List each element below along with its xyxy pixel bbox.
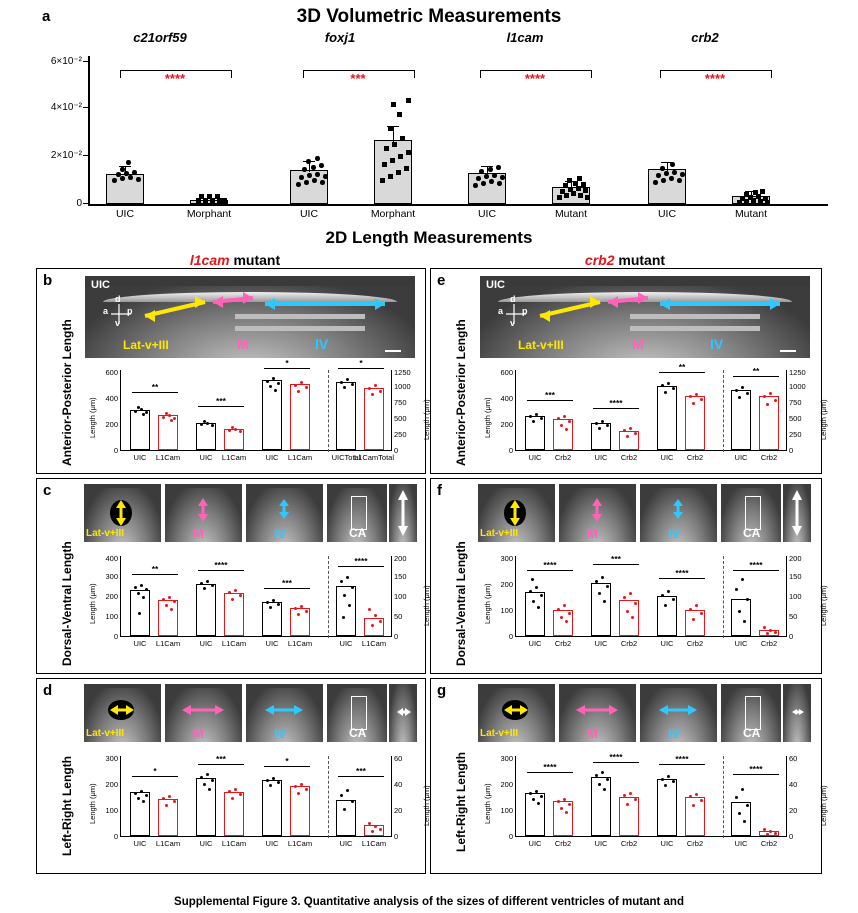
b-bar-8 (364, 388, 384, 450)
left-column-header (60, 252, 410, 268)
d-sig-1: * (153, 766, 157, 776)
b-sig-1: ** (151, 382, 159, 392)
f-ytick-0: 0 (508, 632, 513, 641)
left-header-suffix: mutant (229, 252, 281, 268)
e-ryt-2: 500 (789, 414, 802, 423)
d-xlab-8: L1Cam (361, 839, 387, 848)
panel-f-label-2: M (587, 526, 598, 541)
f-ylabel-right: Length (μm) (819, 585, 828, 626)
e-ylabel-left: Length (μm) (483, 397, 492, 438)
f-sig-4: **** (749, 560, 763, 570)
g-ryt-1: 20 (789, 806, 798, 815)
g-bar-7 (731, 802, 751, 836)
b-ryt-3: 750 (394, 398, 407, 407)
panel-b-micrograph (85, 276, 415, 358)
panel-d-label-3: IV (274, 726, 287, 741)
xlabel-crb2-mutant: Mutant (734, 208, 768, 220)
panel-d-micro-4 (327, 684, 387, 742)
x-axis (88, 204, 828, 206)
orient-v-e: v (510, 318, 516, 328)
g-xlab-2: Crb2 (554, 839, 572, 848)
e-ryt-0: 0 (789, 446, 794, 455)
c-ryt-1: 50 (394, 612, 403, 621)
d-xlab-7: UIC (339, 839, 353, 848)
panel-f-micro-inset (783, 484, 811, 542)
g-sig-2: **** (609, 752, 623, 762)
figure-title-top: 3D Volumetric Measurements (296, 6, 562, 27)
c-bar-7 (336, 586, 356, 636)
f-ryt-1: 50 (789, 612, 798, 621)
e-xlab-3: UIC (594, 453, 608, 462)
d-bar-2 (158, 799, 178, 836)
panel-g-micro-3 (640, 684, 717, 742)
c-xlab-8: L1Cam (361, 639, 387, 648)
panel-c-label-3: IV (274, 526, 287, 541)
b-sig-2: *** (216, 396, 226, 406)
d-xlab-3: UIC (199, 839, 213, 848)
g-ryt-0: 0 (789, 832, 794, 841)
c-ylabel-right: Length (μm) (422, 585, 431, 626)
e-bar-7 (731, 390, 751, 450)
sig-stars-3: **** (524, 71, 546, 86)
ytick-mark-0 (83, 203, 89, 204)
c-xlab-7: UIC (339, 639, 353, 648)
d-ytick-1: 100 (105, 806, 118, 815)
b-xlab-3: UIC (199, 453, 213, 462)
panel-letter-a: a (42, 8, 51, 25)
b-ryt-1: 250 (394, 430, 407, 439)
d-bar-4 (224, 792, 244, 836)
d-bar-3 (196, 778, 216, 836)
panel-g-micro-2 (559, 684, 636, 742)
panel-letter-g: g (437, 682, 447, 699)
panel-c-micro-3 (246, 484, 323, 542)
e-bar-5 (657, 386, 677, 450)
f-xlab-8: Crb2 (760, 639, 778, 648)
d-ylabel-right: Length (μm) (422, 785, 431, 826)
c-xlab-1: UIC (133, 639, 147, 648)
b-ryt-2: 500 (394, 414, 407, 423)
panel-letter-b: b (43, 272, 53, 289)
sig-stars-4: **** (704, 71, 726, 86)
e-ryt-3: 750 (789, 398, 802, 407)
orient-p: p (127, 306, 133, 316)
d-sig-2: *** (216, 754, 226, 764)
e-bar-2 (553, 419, 573, 450)
e-ryt-4: 1000 (789, 382, 806, 391)
f-ytick-3: 300 (500, 554, 513, 563)
xlabel-c21orf59-uic: UIC (115, 208, 135, 220)
xlabel-c21orf59-morphant: Morphant (186, 208, 232, 220)
c-ytick-0: 0 (113, 632, 118, 641)
sig-stars-2: *** (350, 71, 366, 86)
b-bar-1 (130, 410, 150, 450)
c-sig-3: *** (282, 578, 292, 588)
c-sig-4: **** (354, 556, 368, 566)
panel-e-plot (483, 362, 828, 470)
panel-d-micro-inset (389, 684, 417, 742)
b-ylabel-right: Length (μm) (422, 399, 431, 440)
f-sig-2: *** (611, 554, 621, 564)
panel-f-label-1: Lat-v+III (480, 528, 519, 539)
panel-e-label-latv3: Lat-v+III (518, 338, 564, 352)
f-ryt-3: 150 (789, 572, 802, 581)
f-xlab-3: UIC (594, 639, 608, 648)
e-sig-1: *** (545, 390, 555, 400)
panel-c-plot (88, 552, 431, 656)
f-sig-1: **** (543, 560, 557, 570)
panel-g-label-4: CA (743, 726, 761, 740)
c-ryt-4: 200 (394, 554, 407, 563)
c-bar-2 (158, 600, 178, 636)
panel-e-axis-title: Anterior-Posterior Length (454, 319, 468, 466)
d-xlab-2: L1Cam (155, 839, 181, 848)
b-xlab-4: L1Cam (221, 453, 247, 462)
g-sig-3: **** (675, 754, 689, 764)
panel-d-micro-2 (165, 684, 242, 742)
panel-letter-c: c (43, 482, 52, 499)
b-xlab-5: UIC (265, 453, 279, 462)
panel-g-micro-4 (721, 684, 781, 742)
b-ryt-4: 1000 (394, 382, 411, 391)
e-xlab-1: UIC (528, 453, 542, 462)
c-ytick-3: 300 (105, 572, 118, 581)
xlabel-foxj1-uic: UIC (299, 208, 319, 220)
f-bar-7 (731, 599, 751, 636)
panel-c-label-2: M (193, 526, 204, 541)
panel-f-micro-2 (559, 484, 636, 542)
panel-b-label-uic: UIC (91, 279, 110, 291)
b-ytick-0: 0 (113, 446, 118, 455)
g-sig-1: **** (543, 762, 557, 772)
panel-b-label-iv: IV (315, 336, 329, 352)
d-bar-6 (290, 786, 310, 836)
c-bar-3 (196, 584, 216, 636)
g-bar-3 (591, 777, 611, 836)
b-xlab-7: UICTotal (331, 453, 361, 462)
panel-g-label-1: Lat-v+III (480, 728, 519, 739)
panel-g-label-3: IV (668, 726, 681, 741)
panel-b-axis-title: Anterior-Posterior Length (60, 319, 74, 466)
d-ryt-1: 20 (394, 806, 403, 815)
panel-letter-e: e (437, 272, 446, 289)
c-bar-4 (224, 593, 244, 636)
b-xlab-2: L1Cam (155, 453, 181, 462)
xlabel-foxj1-morphant: Morphant (370, 208, 416, 220)
d-ryt-0: 0 (394, 832, 399, 841)
panel-f-label-3: IV (668, 526, 681, 541)
e-xlab-8: Crb2 (760, 453, 778, 462)
f-xlab-2: Crb2 (554, 639, 572, 648)
b-bar-3 (196, 423, 216, 450)
f-ytick-2: 200 (500, 580, 513, 589)
g-ytick-0: 0 (508, 832, 513, 841)
d-sig-3: * (285, 756, 289, 766)
ytick-2e-2: 2×10⁻² (50, 150, 82, 161)
ytick-mark-3 (83, 61, 89, 62)
ytick-mark-2 (83, 107, 89, 108)
panel-letter-d: d (43, 682, 53, 699)
f-ryt-2: 100 (789, 592, 802, 601)
b-sig-4: * (359, 358, 363, 368)
figure-title-mid: 2D Length Measurements (325, 228, 533, 247)
orient-d: d (115, 294, 121, 304)
c-xlab-4: L1Cam (221, 639, 247, 648)
d-bar-5 (262, 780, 282, 836)
b-sig-3: * (285, 358, 289, 368)
d-xlab-1: UIC (133, 839, 147, 848)
d-ylabel-left: Length (μm) (88, 783, 97, 824)
panel-g-micro-1 (478, 684, 555, 742)
b-ytick-1: 200 (105, 420, 118, 429)
c-sig-2: **** (214, 560, 228, 570)
panel-d-plot (88, 752, 431, 856)
b-bar-5 (262, 380, 282, 450)
panel-b-label-latv3: Lat-v+III (123, 338, 169, 352)
g-ylabel-right: Length (μm) (819, 785, 828, 826)
e-bar-3 (591, 423, 611, 450)
c-ytick-2: 200 (105, 592, 118, 601)
e-sig-2: **** (609, 398, 623, 408)
d-ryt-3: 60 (394, 754, 403, 763)
e-xlab-4: Crb2 (620, 453, 638, 462)
c-bar-5 (262, 602, 282, 636)
b-xlab-6: L1Cam (287, 453, 313, 462)
f-ryt-0: 0 (789, 632, 794, 641)
xlabel-l1cam-mutant: Mutant (554, 208, 588, 220)
panel-d-label-1: Lat-v+III (86, 728, 125, 739)
ytick-4e-2: 4×10⁻² (50, 102, 82, 113)
f-sig-3: **** (675, 568, 689, 578)
panel-c-label-1: Lat-v+III (86, 528, 125, 539)
g-xlab-3: UIC (594, 839, 608, 848)
d-ytick-0: 0 (113, 832, 118, 841)
e-xlab-2: Crb2 (554, 453, 572, 462)
g-ytick-3: 300 (500, 754, 513, 763)
group-label-foxj1: foxj1 (324, 30, 356, 45)
b-bar-7 (336, 382, 356, 450)
left-header-gene: l1cam (189, 252, 230, 268)
f-bar-4 (619, 600, 639, 636)
f-bar-5 (657, 596, 677, 636)
g-bar-2 (553, 801, 573, 836)
b-xlab-8: L1CamTotal (353, 453, 395, 462)
panel-g-label-2: M (587, 726, 598, 741)
g-xlab-5: UIC (660, 839, 674, 848)
f-ryt-4: 200 (789, 554, 802, 563)
panel-d-micro-3 (246, 684, 323, 742)
e-ytick-1: 200 (500, 420, 513, 429)
orient-d-e: d (510, 294, 516, 304)
panel-e-scalebar (780, 350, 796, 352)
right-column-header (450, 252, 800, 268)
orient-v: v (115, 318, 121, 328)
panel-c-micro-inset (389, 484, 417, 542)
d-xlab-6: L1Cam (287, 839, 313, 848)
ytick-0: 0 (76, 198, 82, 209)
d-ryt-2: 40 (394, 780, 403, 789)
orient-a-e: a (498, 306, 504, 316)
panel-e-label-m: M (632, 336, 644, 352)
panel-e-label-iv: IV (710, 336, 724, 352)
group-label-crb2: crb2 (691, 30, 719, 45)
b-ylabel-left: Length (μm) (88, 397, 97, 438)
c-ytick-1: 100 (105, 612, 118, 621)
panel-b-label-m: M (237, 336, 249, 352)
e-bar-6 (685, 396, 705, 450)
g-bar-1 (525, 793, 545, 836)
c-xlab-2: L1Cam (155, 639, 181, 648)
e-ytick-3: 600 (500, 368, 513, 377)
e-bar-8 (759, 396, 779, 450)
panel-f-axis-title: Dorsal-Ventral Length (454, 541, 468, 666)
f-xlab-4: Crb2 (620, 639, 638, 648)
e-xlab-5: UIC (660, 453, 674, 462)
f-bar-3 (591, 583, 611, 636)
panel-e-micrograph (480, 276, 810, 358)
g-xlab-8: Crb2 (760, 839, 778, 848)
d-bar-7 (336, 800, 356, 836)
e-ryt-1: 250 (789, 430, 802, 439)
orient-a: a (103, 306, 109, 316)
volumetric-chart (40, 30, 830, 220)
y-axis (88, 56, 90, 204)
ytick-6e-2: 6×10⁻² (50, 56, 82, 67)
g-xlab-1: UIC (528, 839, 542, 848)
panel-c-micro-4 (327, 484, 387, 542)
g-bar-4 (619, 797, 639, 836)
e-xlab-6: Crb2 (686, 453, 704, 462)
f-xlab-6: Crb2 (686, 639, 704, 648)
xlabel-crb2-uic: UIC (657, 208, 677, 220)
sig-stars-1: **** (164, 71, 186, 86)
b-ytick-3: 600 (105, 368, 118, 377)
c-xlab-6: L1Cam (287, 639, 313, 648)
e-sig-3: ** (678, 362, 686, 372)
g-ryt-2: 40 (789, 780, 798, 789)
g-bar-6 (685, 797, 705, 836)
xlabel-l1cam-uic: UIC (477, 208, 497, 220)
b-xlab-1: UIC (133, 453, 147, 462)
b-bar-2 (158, 415, 178, 450)
g-ryt-3: 60 (789, 754, 798, 763)
c-ryt-2: 100 (394, 592, 407, 601)
panel-d-label-2: M (193, 726, 204, 741)
panel-c-label-4: CA (349, 526, 367, 540)
d-bar-1 (130, 792, 150, 836)
b-bar-6 (290, 384, 310, 450)
g-xlab-4: Crb2 (620, 839, 638, 848)
panel-d-micro-1 (84, 684, 161, 742)
panel-f-micro-1 (478, 484, 555, 542)
d-xlab-5: UIC (265, 839, 279, 848)
d-ytick-2: 200 (105, 780, 118, 789)
f-bar-1 (525, 592, 545, 636)
c-ylabel-left: Length (μm) (88, 583, 97, 624)
b-ryt-0: 0 (394, 446, 399, 455)
panel-b-scalebar (385, 350, 401, 352)
panel-g-axis-title: Left-Right Length (454, 752, 468, 852)
e-ytick-0: 0 (508, 446, 513, 455)
panel-g-micro-inset (783, 684, 811, 742)
g-xlab-6: Crb2 (686, 839, 704, 848)
d-xlab-4: L1Cam (221, 839, 247, 848)
panel-e-label-uic: UIC (486, 279, 505, 291)
g-ytick-1: 100 (500, 806, 513, 815)
e-xlab-7: UIC (734, 453, 748, 462)
e-bar-1 (525, 416, 545, 450)
figure-caption: Supplemental Figure 3. Quantitative analysis of the sizes of different ventricles of mutant and (174, 896, 684, 908)
d-ytick-3: 300 (105, 754, 118, 763)
e-sig-4: ** (752, 366, 760, 376)
panel-g-plot (483, 752, 828, 856)
g-ytick-2: 200 (500, 780, 513, 789)
f-ylabel-left: Length (μm) (483, 583, 492, 624)
panel-f-micro-3 (640, 484, 717, 542)
right-header-gene: crb2 (584, 252, 615, 268)
b-ytick-2: 400 (105, 394, 118, 403)
f-ytick-1: 100 (500, 606, 513, 615)
panel-f-label-4: CA (743, 526, 761, 540)
c-xlab-5: UIC (265, 639, 279, 648)
panel-d-label-4: CA (349, 726, 367, 740)
c-xlab-3: UIC (199, 639, 213, 648)
g-bar-5 (657, 779, 677, 836)
c-sig-1: ** (151, 564, 159, 574)
panel-c-micro-1 (84, 484, 161, 542)
panel-c-axis-title: Dorsal-Ventral Length (60, 541, 74, 666)
f-xlab-7: UIC (734, 639, 748, 648)
c-ytick-4: 400 (105, 554, 118, 563)
e-ytick-2: 400 (500, 394, 513, 403)
c-ryt-3: 150 (394, 572, 407, 581)
ytick-mark-1 (83, 155, 89, 156)
panel-letter-f: f (437, 482, 442, 499)
g-sig-4: **** (749, 764, 763, 774)
f-xlab-5: UIC (660, 639, 674, 648)
e-ylabel-right: Length (μm) (819, 399, 828, 440)
e-ryt-5: 1250 (789, 368, 806, 377)
d-sig-4: *** (356, 766, 366, 776)
group-label-l1cam: l1cam (506, 30, 544, 45)
g-ylabel-left: Length (μm) (483, 783, 492, 824)
panel-b-plot (88, 358, 431, 470)
panel-f-micro-4 (721, 484, 781, 542)
f-xlab-1: UIC (528, 639, 542, 648)
panel-d-axis-title: Left-Right Length (60, 756, 74, 856)
g-xlab-7: UIC (734, 839, 748, 848)
panel-f-plot (483, 552, 828, 656)
group-label-c21orf59: c21orf59 (133, 30, 187, 45)
b-ryt-5: 1250 (394, 368, 411, 377)
c-ryt-0: 0 (394, 632, 399, 641)
panel-c-micro-2 (165, 484, 242, 542)
orient-p-e: p (522, 306, 528, 316)
right-header-suffix: mutant (614, 252, 666, 268)
